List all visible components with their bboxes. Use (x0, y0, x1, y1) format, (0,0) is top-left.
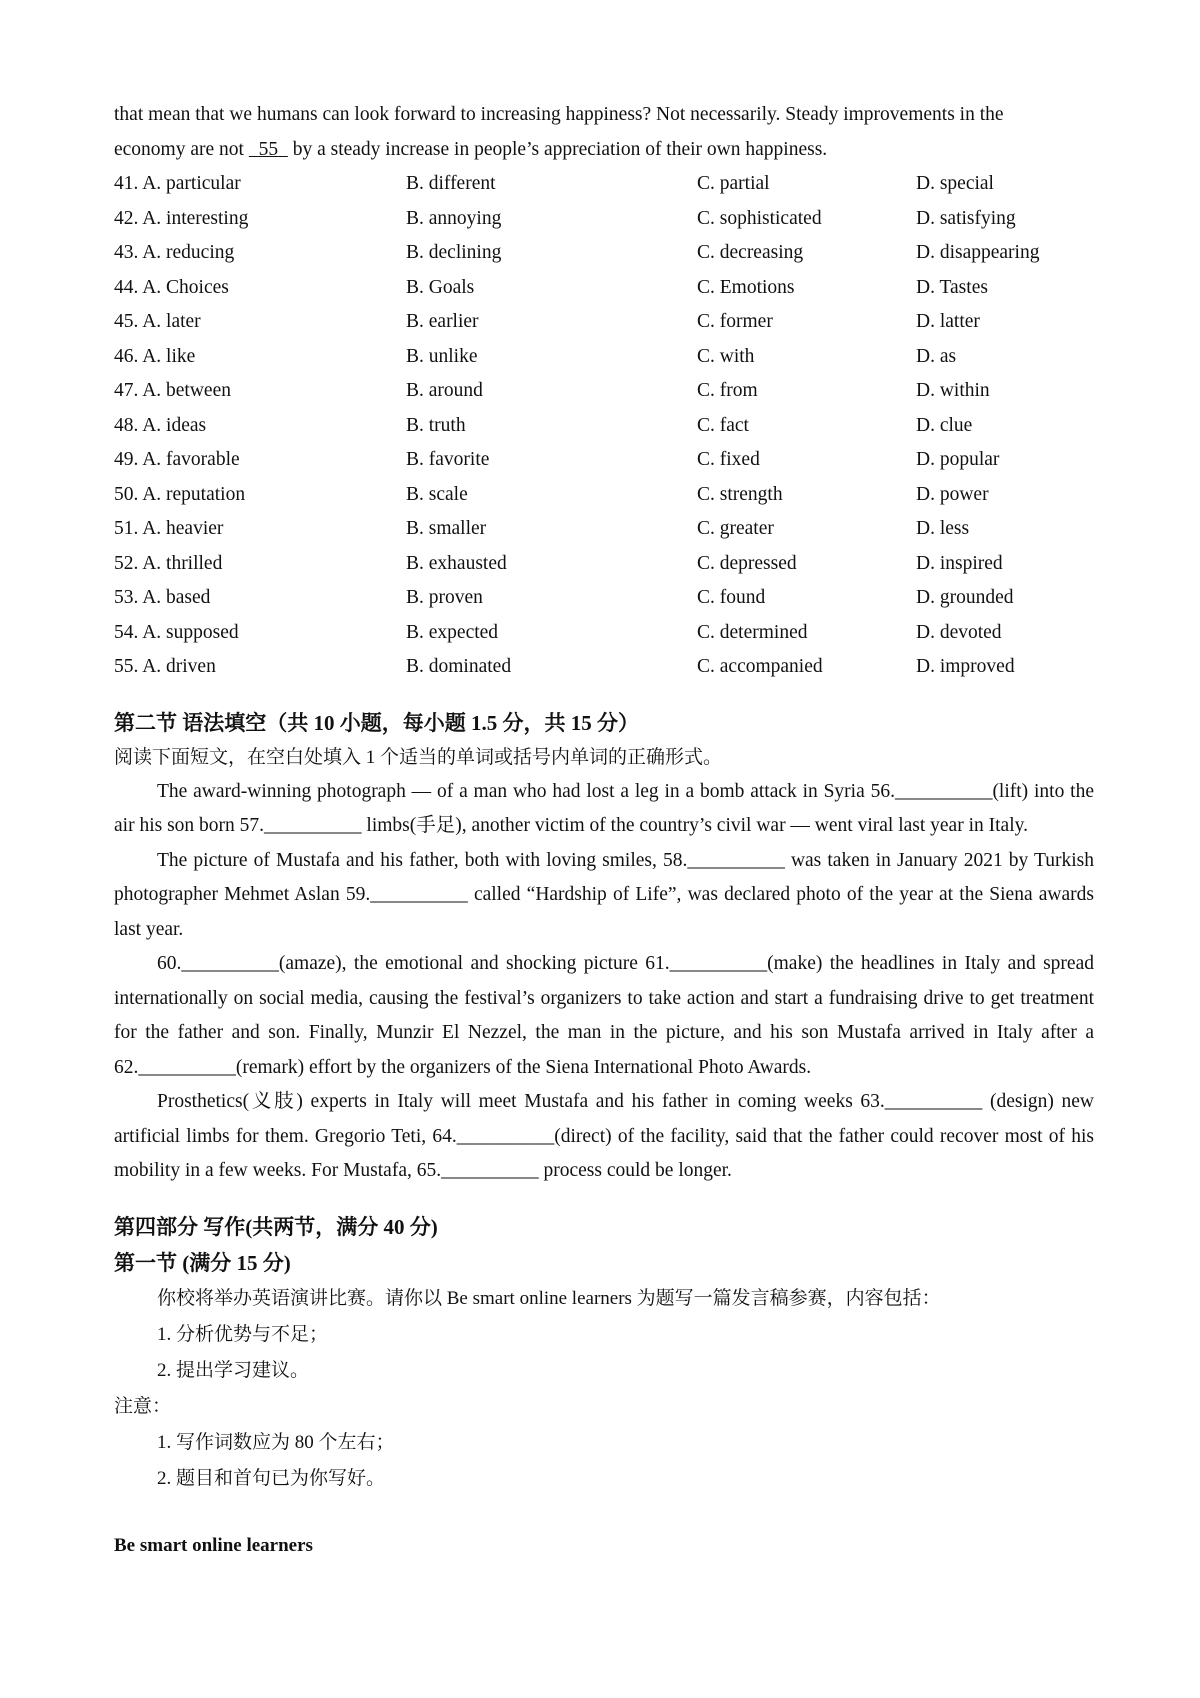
option-b: B. dominated (406, 656, 512, 677)
option-row (114, 340, 1094, 375)
option-a-text: A. based (142, 587, 211, 608)
option-a (114, 650, 216, 685)
part-4-title: 第四部分 写作(共两节，满分 40 分) (114, 1214, 438, 1239)
option-row (114, 547, 1094, 582)
option-a (114, 616, 239, 651)
option-b: B. favorite (406, 449, 490, 470)
option-c: C. fact (697, 414, 749, 436)
question-number: 54. (114, 621, 139, 643)
option-row (114, 478, 1094, 513)
option-c: C. determined (697, 621, 808, 643)
option-c: C. accompanied (697, 656, 823, 677)
option-a-text: A. Choices (142, 276, 229, 298)
essay-title: Be smart online learners (114, 1534, 313, 1556)
option-d: D. power (916, 483, 989, 505)
question-number: 43. (114, 242, 139, 263)
option-c: C. found (697, 587, 766, 608)
option-row (114, 305, 1094, 340)
grammar-paragraph-4: Prosthetics(义肢) experts in Italy will meet Mustafa and his father in coming weeks 63.__________ (design) new artificial limbs for them. Gregorio Teti, 64.__________(direct) of the facility, said that the father could recover most of his mobility in a few weeks. For Mustafa, 65.__________ process could be longer. (114, 1091, 1094, 1181)
question-number: 50. (114, 483, 139, 505)
option-a-text: A. heavier (142, 518, 224, 539)
option-b: B. truth (406, 414, 466, 436)
passage-line-2-post: by a steady increase in people’s appreciation of their own happiness. (287, 138, 828, 160)
option-d: D. Tastes (916, 276, 988, 298)
writing-item-1: 1. 分析优势与不足； (157, 1323, 329, 1345)
question-number: 48. (114, 414, 139, 436)
option-a-text: A. reputation (142, 483, 246, 505)
option-b: B. scale (406, 483, 468, 505)
question-number: 55. (114, 656, 139, 677)
note-item-2: 2. 题目和首句已为你写好。 (157, 1467, 386, 1489)
option-b: B. smaller (406, 518, 487, 539)
option-c: C. former (697, 311, 773, 332)
option-a (114, 581, 210, 616)
option-a-text: A. between (142, 380, 231, 401)
blank-55: 55 (258, 138, 279, 160)
option-a (114, 305, 201, 340)
passage-line-2-pre: economy are not (114, 138, 249, 160)
option-c: C. decreasing (697, 242, 804, 263)
option-c: C. Emotions (697, 276, 795, 298)
option-a (114, 443, 240, 478)
writing-item-2: 2. 提出学习建议。 (157, 1359, 310, 1381)
option-b: B. expected (406, 621, 499, 643)
option-a (114, 409, 206, 444)
option-d: D. less (916, 518, 970, 539)
option-row (114, 616, 1094, 651)
option-row (114, 236, 1094, 271)
option-d: D. improved (916, 656, 1015, 677)
option-d: D. grounded (916, 587, 1014, 608)
option-d: D. special (916, 173, 994, 194)
section-2-instruction: 阅读下面短文，在空白处填入 1 个适当的单词或括号内单词的正确形式。 (114, 746, 723, 768)
question-number: 47. (114, 380, 139, 401)
section-2-title: 第二节 语法填空（共 10 小题，每小题 1.5 分，共 15 分） (114, 710, 639, 735)
exam-page (114, 98, 1094, 1561)
question-number: 45. (114, 311, 139, 332)
option-row (114, 512, 1094, 547)
note-item-1: 1. 写作词数应为 80 个左右； (157, 1431, 395, 1453)
option-b: B. declining (406, 242, 502, 263)
option-a-text: A. thrilled (142, 552, 223, 574)
option-a-text: A. reducing (142, 242, 235, 263)
option-d: D. disappearing (916, 242, 1040, 263)
option-a (114, 478, 245, 513)
note-label: 注意： (114, 1395, 172, 1417)
option-a (114, 512, 223, 547)
option-row (114, 443, 1094, 478)
option-b: B. annoying (406, 207, 502, 229)
option-row (114, 374, 1094, 409)
option-a-text: A. particular (142, 173, 241, 194)
writing-prompt: 你校将举办英语演讲比赛。请你以 Be smart online learners 为题写一篇发言稿参赛，内容包括： (157, 1287, 941, 1309)
part-4-subtitle: 第一节 (满分 15 分) (114, 1250, 291, 1275)
option-c: C. strength (697, 483, 783, 505)
option-b: B. earlier (406, 311, 479, 332)
option-d: D. clue (916, 414, 973, 436)
option-a-text: A. supposed (142, 621, 239, 643)
option-row (114, 167, 1094, 202)
option-a (114, 547, 222, 582)
question-number: 53. (114, 587, 139, 608)
question-number: 46. (114, 345, 139, 367)
grammar-paragraph-3: 60.__________(amaze), the emotional and shocking picture 61.__________(make) the headlines in Italy and spread internationally on social media, causing the festival’s organizers to take action and start a fundraising drive to get treatment for the father and son. Finally, Munzir El Nezzel, the man in the picture, and his son Mustafa arrived in Italy after a 62.__________(remark) effort by the organizers of the Siena International Photo Awards. (114, 953, 1094, 1078)
option-d: D. devoted (916, 621, 1002, 643)
option-b: B. different (406, 173, 496, 194)
option-d: D. popular (916, 449, 1000, 470)
option-a (114, 202, 248, 237)
option-a-text: A. ideas (142, 414, 207, 436)
option-a-text: A. interesting (142, 207, 249, 229)
options-list (114, 167, 1094, 685)
passage-line-2 (114, 133, 1094, 168)
option-a (114, 340, 195, 375)
option-d: D. within (916, 380, 990, 401)
option-b: B. proven (406, 587, 483, 608)
option-row (114, 409, 1094, 444)
option-row (114, 271, 1094, 306)
option-b: B. Goals (406, 276, 475, 298)
question-number: 44. (114, 276, 139, 298)
option-d: D. satisfying (916, 207, 1016, 229)
option-d: D. latter (916, 311, 980, 332)
option-a-text: A. favorable (142, 449, 240, 470)
option-d: D. inspired (916, 552, 1003, 574)
option-c: C. with (697, 345, 755, 367)
option-c: C. sophisticated (697, 207, 822, 229)
option-c: C. partial (697, 173, 770, 194)
option-c: C. fixed (697, 449, 760, 470)
option-a (114, 167, 241, 202)
grammar-paragraph-1: The award-winning photograph — of a man who had lost a leg in a bomb attack in Syria 56.__________(lift) into the air his son born 57.__________ limbs(手足), another victim of the country’s civil war — went viral last year in Italy. (114, 780, 1094, 836)
option-a (114, 374, 231, 409)
passage-line-1: that mean that we humans can look forward to increasing happiness? Not necessarily. Steady improvements in the (114, 104, 1004, 125)
option-row (114, 650, 1094, 685)
option-b: B. exhausted (406, 552, 507, 574)
question-number: 41. (114, 173, 139, 194)
option-a-text: A. driven (142, 656, 216, 677)
option-b: B. unlike (406, 345, 478, 367)
option-row (114, 202, 1094, 237)
grammar-paragraph-2: The picture of Mustafa and his father, both with loving smiles, 58.__________ was taken in January 2021 by Turkish photographer Mehmet Aslan 59.__________ called “Hardship of Life”, was declared photo of the year at the Siena awards last year. (114, 849, 1094, 940)
option-c: C. greater (697, 518, 774, 539)
option-row (114, 581, 1094, 616)
option-a (114, 271, 229, 306)
option-a-text: A. later (142, 311, 201, 332)
option-c: C. depressed (697, 552, 797, 574)
question-number: 51. (114, 518, 139, 539)
question-number: 49. (114, 449, 139, 470)
option-a-text: A. like (142, 345, 196, 367)
option-c: C. from (697, 380, 758, 401)
option-a (114, 236, 234, 271)
option-d: D. as (916, 345, 957, 367)
question-number: 42. (114, 207, 139, 229)
option-b: B. around (406, 380, 483, 401)
question-number: 52. (114, 552, 139, 574)
